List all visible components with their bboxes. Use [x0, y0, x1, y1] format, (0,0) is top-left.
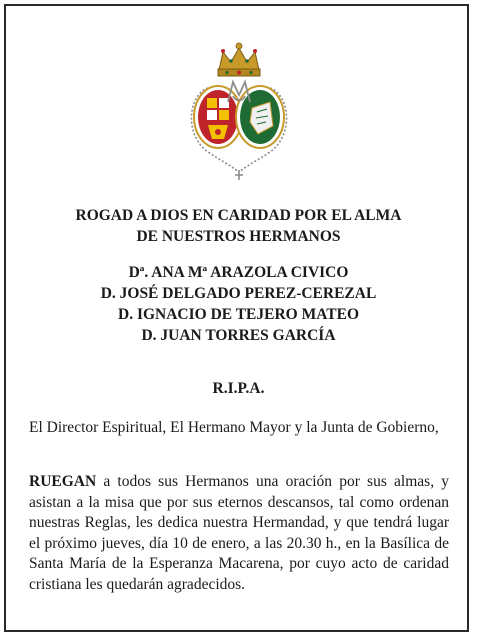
- body-paragraph: [29, 472, 449, 595]
- body-lead-word: RUEGAN: [29, 473, 97, 490]
- prayer-title-line: ROGAD A DIOS EN CARIDAD POR EL ALMA: [75, 207, 402, 224]
- deceased-names-list: [0, 262, 477, 346]
- deceased-name: D. IGNACIO DE TEJERO MATEO: [118, 306, 359, 323]
- intro-paragraph: El Director Espiritual, El Hermano Mayor y la Junta de Gobierno,: [29, 419, 439, 436]
- green-shield-icon: [236, 86, 284, 148]
- prayer-title-line: DE NUESTROS HERMANOS: [136, 228, 341, 245]
- ripa-heading: [0, 378, 477, 399]
- body-text: a todos sus Hermanos una oración por sus almas, y asistan a la misa que por sus eternos descansos, tal como ordenan nuestras Reglas, les dedica nuestra Hermandad, y que tendrá lugar el próximo jueves, día 10 de enero, a las 20.30 h., en la Basílica de Santa María de la Esperanza Macarena, por cuyo acto de caridad cristiana les quedarán agradecidos.: [29, 473, 449, 593]
- deceased-name: D. JOSÉ DELGADO PEREZ-CEREZAL: [100, 285, 377, 302]
- prayer-title: [0, 205, 477, 247]
- brotherhood-crest-icon: [178, 40, 300, 180]
- crown-icon: [218, 43, 260, 76]
- deceased-name: D. JUAN TORRES GARCÍA: [141, 327, 336, 344]
- deceased-name: Dª. ANA Mª ARAZOLA CIVICO: [128, 264, 349, 281]
- red-shield-icon: [194, 86, 242, 148]
- ripa-text: R.I.P.A.: [212, 380, 265, 397]
